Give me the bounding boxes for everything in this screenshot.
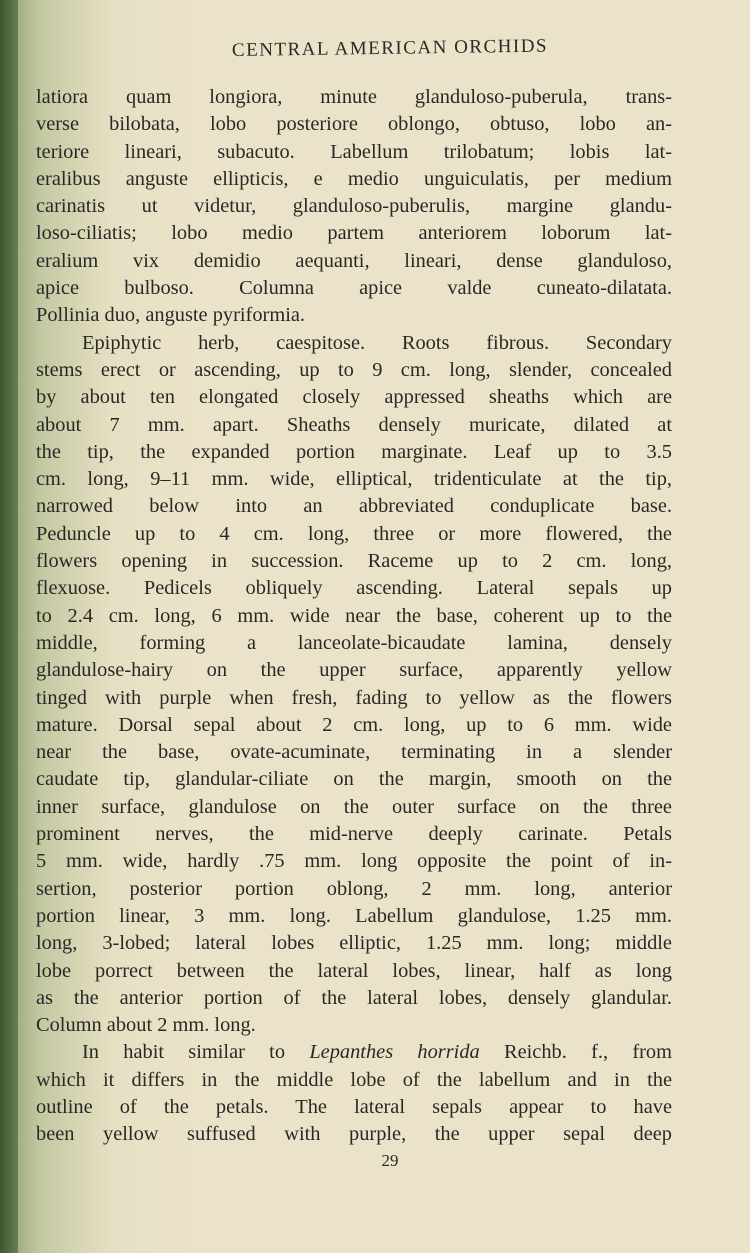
text-line: to 2.4 cm. long, 6 mm. wide near the base, coherent up to the bbox=[36, 604, 672, 627]
text-line: Epiphytic herb, caespitose. Roots fibrous. Secondary bbox=[82, 331, 672, 354]
text-line: prominent nerves, the mid-nerve deeply carinate. Petals bbox=[36, 823, 672, 846]
text-line: which it differs in the middle lobe of the labellum and in the bbox=[36, 1068, 672, 1091]
text-line: portion linear, 3 mm. long. Labellum glandulose, 1.25 mm. bbox=[36, 904, 672, 927]
text-line: caudate tip, glandular-ciliate on the margin, smooth on the bbox=[36, 768, 672, 791]
text-line: lobe porrect between the lateral lobes, linear, half as long bbox=[36, 959, 672, 982]
running-header: CENTRAL AMERICAN ORCHIDS bbox=[231, 35, 549, 61]
species-name: Lepanthes horrida bbox=[309, 1041, 480, 1064]
remarks-lead: In habit similar to bbox=[82, 1041, 286, 1064]
text-line: near the base, ovate-acuminate, terminating in a slender bbox=[36, 741, 672, 764]
text-line: eralibus anguste ellipticis, e medio unguiculatis, per medium bbox=[36, 167, 672, 190]
text-line: flowers opening in succession. Raceme up to 2 cm. long, bbox=[36, 550, 672, 573]
latin-description-paragraph bbox=[36, 84, 672, 330]
text-line: as the anterior portion of the lateral lobes, densely glandular. bbox=[36, 986, 672, 1009]
page-number: 29 bbox=[381, 1151, 399, 1170]
text-line: latiora quam longiora, minute glanduloso-puberula, trans- bbox=[36, 86, 672, 108]
text-line: stems erect or ascending, up to 9 cm. long, slender, concealed bbox=[36, 358, 672, 381]
text-line: Pollinia duo, anguste pyriformia. bbox=[36, 304, 306, 327]
text-line: apice bulboso. Columna apice valde cuneato-dilatata. bbox=[36, 277, 672, 300]
text-line: 5 mm. wide, hardly .75 mm. long opposite the point of in- bbox=[36, 850, 672, 873]
text-line: Peduncle up to 4 cm. long, three or more flowered, the bbox=[36, 522, 672, 545]
text-line: outline of the petals. The lateral sepals appear to have bbox=[36, 1095, 672, 1118]
text-line: long, 3-lobed; lateral lobes elliptic, 1.25 mm. long; middle bbox=[36, 932, 672, 955]
remarks-paragraph bbox=[36, 1039, 672, 1148]
text-line: been yellow suffused with purple, the upper sepal deep bbox=[36, 1123, 672, 1146]
text-line: narrowed below into an abbreviated conduplicate base. bbox=[36, 495, 672, 518]
text-line: glandulose-hairy on the upper surface, apparently yellow bbox=[36, 659, 672, 682]
text-line: tinged with purple when fresh, fading to yellow as the flowers bbox=[36, 686, 672, 709]
page-gutter-shadow bbox=[0, 0, 18, 1253]
text-line: cm. long, 9–11 mm. wide, elliptical, tridenticulate at the tip, bbox=[36, 468, 672, 491]
text-line bbox=[36, 1039, 672, 1066]
text-line: teriore lineari, subacuto. Labellum trilobatum; lobis lat- bbox=[36, 140, 672, 163]
text-line: verse bilobata, lobo posteriore oblongo, obtuso, lobo an- bbox=[36, 113, 672, 136]
page-body bbox=[36, 84, 672, 1149]
text-line: middle, forming a lanceolate-bicaudate lamina, densely bbox=[36, 631, 672, 654]
text-line: sertion, posterior portion oblong, 2 mm. long, anterior bbox=[36, 877, 672, 900]
text-line: mature. Dorsal sepal about 2 cm. long, up to 6 mm. wide bbox=[36, 713, 672, 736]
text-line: about 7 mm. apart. Sheaths densely muricate, dilated at bbox=[36, 413, 672, 436]
text-line: Column about 2 mm. long. bbox=[36, 1014, 256, 1037]
english-description-paragraph bbox=[36, 330, 672, 1040]
text-line: loso-ciliatis; lobo medio partem anteriorem loborum lat- bbox=[36, 222, 672, 245]
text-line: by about ten elongated closely appressed sheaths which are bbox=[36, 386, 672, 409]
text-line: the tip, the expanded portion marginate. Leaf up to 3.5 bbox=[36, 440, 672, 463]
text-line: eralium vix demidio aequanti, lineari, dense glanduloso, bbox=[36, 249, 672, 272]
text-line: carinatis ut videtur, glanduloso-puberulis, margine glandu- bbox=[36, 195, 672, 218]
remarks-lead-tail: Reichb. f., from bbox=[503, 1041, 672, 1064]
text-line: inner surface, glandulose on the outer surface on the three bbox=[36, 795, 672, 818]
text-line: flexuose. Pedicels obliquely ascending. Lateral sepals up bbox=[36, 577, 672, 600]
